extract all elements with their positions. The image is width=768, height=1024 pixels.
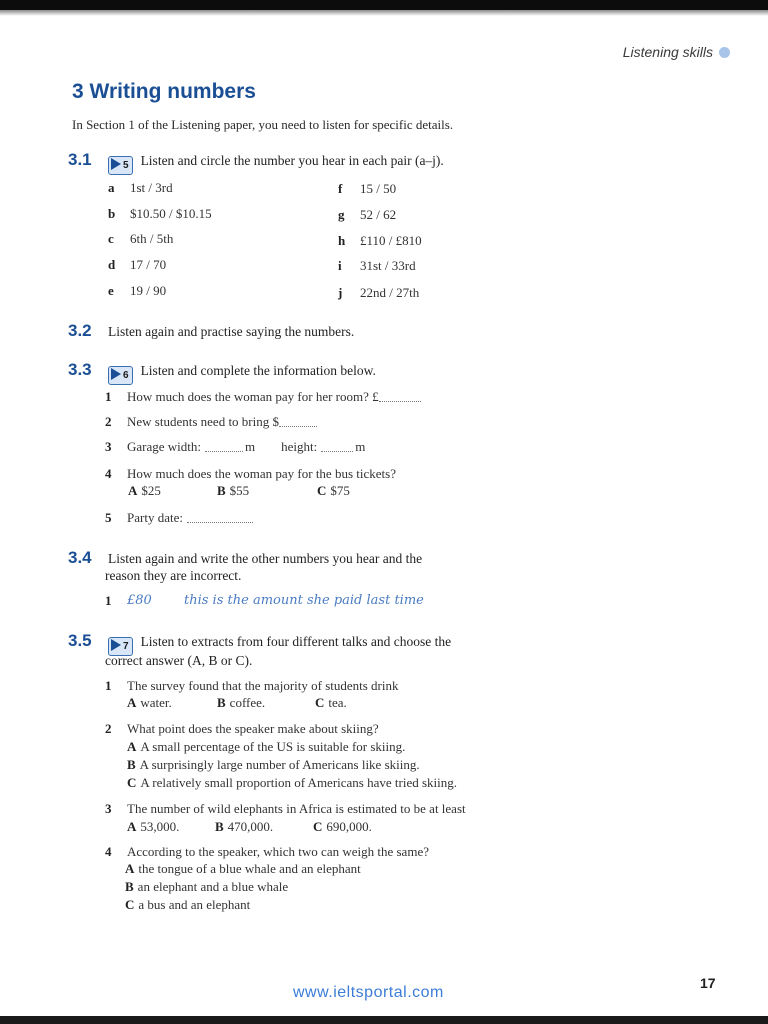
running-head-label: Listening skills: [622, 44, 713, 60]
answer-option[interactable]: [125, 861, 361, 877]
exercise-instruction-continued: correct answer (A, B or C).: [105, 653, 253, 668]
question-number: 3: [105, 801, 112, 816]
answer-option[interactable]: [127, 775, 457, 791]
option-text: 690,000.: [326, 819, 372, 834]
footer-url[interactable]: www.ieltsportal.com: [293, 984, 444, 1001]
option-letter: C: [315, 695, 325, 710]
option-text: tea.: [328, 695, 347, 710]
page-number: 17: [700, 975, 716, 991]
example-reason: this is the amount she paid last time: [184, 593, 424, 608]
question-text: The number of wild elephants in Africa is estimated to be at least: [127, 801, 466, 816]
pair-text: 52 / 62: [360, 207, 397, 222]
option-text: an elephant and a blue whale: [137, 879, 289, 894]
answer-blank[interactable]: [205, 441, 243, 452]
pair-text: $10.50 / $10.15: [130, 206, 212, 221]
pair-letter: d: [108, 257, 116, 272]
option-text: coffee.: [229, 695, 266, 710]
exercise-instruction: Listen again and practise saying the numbers.: [108, 324, 355, 339]
exercise-number: 3.1: [68, 150, 92, 169]
section-title: 3 Writing numbers: [72, 80, 256, 103]
option-text: a bus and an elephant: [138, 897, 251, 912]
answer-option[interactable]: [317, 483, 350, 499]
answer-option[interactable]: [315, 695, 347, 711]
pair-item[interactable]: [108, 257, 166, 273]
pair-letter: c: [108, 231, 114, 246]
pair-letter: g: [338, 207, 345, 222]
pair-item[interactable]: [108, 283, 166, 299]
exercise-instruction: Listen again and write the other numbers you hear and the: [108, 551, 423, 566]
top-edge-shadow: [0, 10, 768, 16]
option-letter: C: [313, 819, 323, 834]
exercise-instruction: Listen and circle the number you hear in each pair (a–j).: [140, 153, 444, 168]
answer-option[interactable]: [313, 819, 372, 835]
exercise-3-4-heading: [68, 548, 422, 568]
option-letter: B: [125, 879, 134, 894]
exercise-instruction: Listen and complete the information below.: [140, 363, 376, 378]
option-letter: B: [215, 819, 224, 834]
pair-letter: e: [108, 283, 114, 298]
question-item: [105, 801, 466, 817]
exercise-number: 3.2: [68, 321, 92, 340]
unit-label: m: [355, 439, 366, 454]
question-number: 2: [105, 414, 112, 429]
option-letter: A: [127, 695, 137, 710]
exercise-number: 3.4: [68, 548, 92, 567]
pair-item[interactable]: [108, 206, 212, 222]
question-item: [105, 721, 379, 737]
option-text: 470,000.: [227, 819, 274, 834]
question-item: [105, 414, 317, 430]
option-text: water.: [140, 695, 172, 710]
pair-letter: b: [108, 206, 116, 221]
answer-option[interactable]: [127, 695, 172, 711]
option-text: $25: [141, 483, 161, 498]
exercise-3-1-heading: [68, 150, 444, 175]
option-letter: A: [127, 819, 137, 834]
pair-text: 15 / 50: [360, 181, 397, 196]
pair-letter: i: [338, 258, 342, 273]
example-number: £80: [127, 593, 152, 608]
pair-item[interactable]: [338, 285, 419, 301]
track-number: 7: [123, 641, 129, 652]
option-text: $75: [330, 483, 350, 498]
option-letter: A: [127, 739, 137, 754]
audio-track-button[interactable]: [108, 156, 133, 175]
question-item: [105, 466, 396, 482]
pair-letter: f: [338, 181, 343, 196]
option-text: A relatively small proportion of Americans have tried skiing.: [140, 775, 458, 790]
question-number: 4: [105, 466, 112, 481]
pair-text: 17 / 70: [130, 257, 167, 272]
question-number: 4: [105, 844, 112, 859]
answer-option[interactable]: [127, 757, 420, 773]
option-letter: A: [128, 483, 138, 498]
question-text: New students need to bring $: [127, 414, 280, 429]
track-number: 5: [123, 160, 129, 171]
answer-blank[interactable]: [279, 416, 317, 427]
pair-item[interactable]: [108, 231, 173, 247]
option-letter: B: [217, 695, 226, 710]
exercise-instruction: Listen to extracts from four different talks and choose the: [140, 634, 452, 649]
question-number: 1: [105, 389, 112, 404]
question-text: The survey found that the majority of students drink: [127, 678, 399, 693]
pair-letter: a: [108, 180, 115, 195]
question-text: How much does the woman pay for her room? £: [127, 389, 379, 404]
question-item: [105, 678, 399, 694]
pair-text: 1st / 3rd: [130, 180, 173, 195]
pair-item[interactable]: [338, 233, 422, 249]
running-head: [560, 44, 730, 60]
pair-text: 22nd / 27th: [360, 285, 420, 300]
answer-option[interactable]: [125, 879, 288, 895]
option-text: A surprisingly large number of Americans like skiing.: [139, 757, 420, 772]
question-number: 2: [105, 721, 112, 736]
question-number: 5: [105, 510, 112, 525]
answer-blank[interactable]: [187, 512, 253, 523]
question-text: What point does the speaker make about skiing?: [127, 721, 379, 736]
track-number: 6: [123, 370, 129, 381]
unit-label: m: [245, 439, 256, 454]
example-answer: [105, 593, 127, 609]
question-number: 1: [105, 678, 112, 693]
answer-option[interactable]: [127, 819, 179, 835]
exercise-3-3-heading: [68, 360, 376, 385]
option-text: 53,000.: [140, 819, 180, 834]
height-label: height:: [281, 439, 318, 454]
exercise-instruction-continued: reason they are incorrect.: [105, 568, 242, 583]
answer-option[interactable]: [128, 483, 161, 499]
section-intro: In Section 1 of the Listening paper, you need to listen for specific details.: [72, 117, 454, 132]
question-item: [105, 389, 421, 405]
question-text: Party date:: [127, 510, 183, 525]
answer-option[interactable]: [215, 819, 273, 835]
bullet-dot-icon: [719, 47, 730, 58]
play-icon: [111, 158, 121, 170]
pair-item[interactable]: [108, 180, 173, 196]
bottom-edge-bar: [0, 1016, 768, 1024]
pair-letter: h: [338, 233, 346, 248]
pair-item[interactable]: [338, 207, 396, 223]
play-icon: [111, 368, 121, 380]
question-item: [105, 510, 253, 526]
pair-item[interactable]: [338, 258, 416, 274]
exercise-number: 3.3: [68, 360, 92, 379]
option-letter: C: [317, 483, 327, 498]
pair-text: 31st / 33rd: [360, 258, 416, 273]
width-label: Garage width:: [127, 439, 202, 454]
pair-letter: j: [338, 285, 343, 300]
pair-text: 6th / 5th: [130, 231, 174, 246]
top-edge-bar: [0, 0, 768, 10]
answer-blank[interactable]: [321, 441, 353, 452]
pair-text: £110 / £810: [360, 233, 422, 248]
question-number: 3: [105, 439, 112, 454]
option-letter: C: [127, 775, 137, 790]
question-text: According to the speaker, which two can weigh the same?: [127, 844, 429, 859]
option-letter: C: [125, 897, 135, 912]
play-icon: [111, 639, 121, 651]
option-text: A small percentage of the US is suitable for skiing.: [140, 739, 406, 754]
audio-track-button[interactable]: [108, 366, 133, 385]
question-number: 1: [105, 593, 112, 608]
answer-option[interactable]: [127, 739, 405, 755]
option-letter: A: [125, 861, 135, 876]
answer-blank[interactable]: [379, 391, 421, 402]
question-item: [105, 439, 365, 455]
answer-option[interactable]: [217, 695, 265, 711]
answer-option[interactable]: [125, 897, 250, 913]
answer-option[interactable]: [217, 483, 249, 499]
option-letter: B: [217, 483, 226, 498]
option-text: $55: [229, 483, 250, 498]
question-text: How much does the woman pay for the bus tickets?: [127, 466, 396, 481]
exercise-number: 3.5: [68, 631, 92, 650]
pair-text: 19 / 90: [130, 283, 167, 298]
exercise-3-2-heading: [68, 321, 354, 341]
pair-item[interactable]: [338, 181, 396, 197]
option-text: the tongue of a blue whale and an elephant: [138, 861, 361, 876]
question-item: [105, 844, 429, 860]
option-letter: B: [127, 757, 136, 772]
